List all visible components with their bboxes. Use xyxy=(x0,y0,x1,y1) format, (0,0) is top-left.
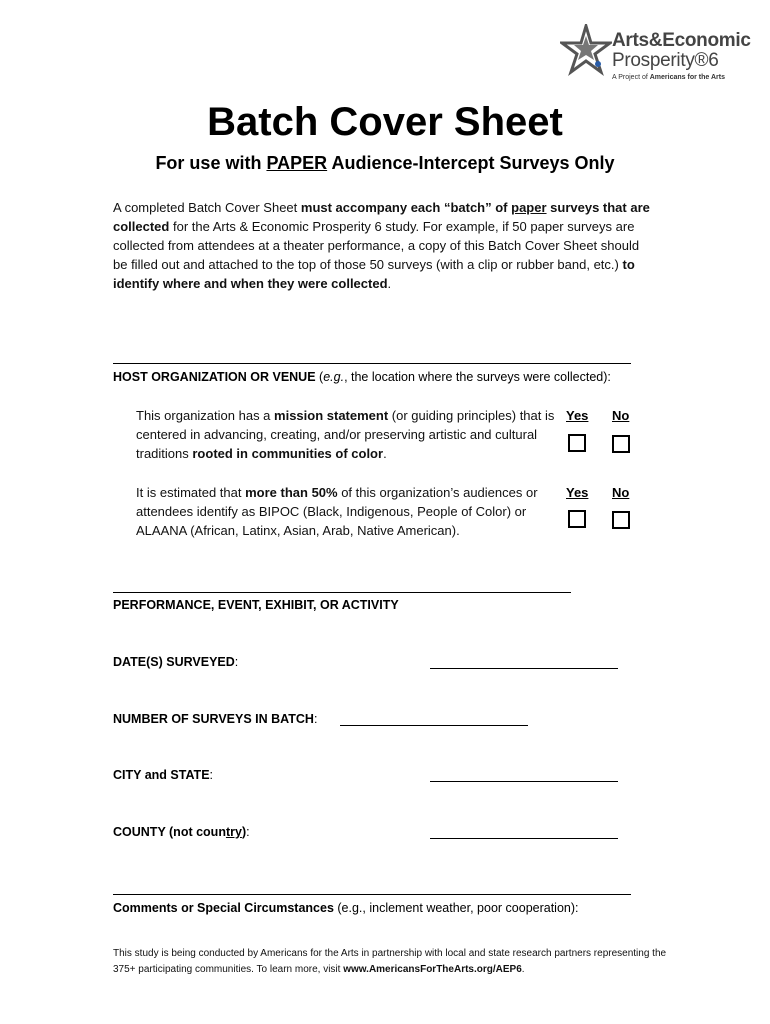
bipoc-yes-checkbox[interactable] xyxy=(568,510,586,528)
dates-label: DATE(S) SURVEYED: xyxy=(113,655,239,669)
host-organization-label: HOST ORGANIZATION OR VENUE (e.g., the location where the surveys were collected): xyxy=(113,370,611,384)
mission-yes-checkbox[interactable] xyxy=(568,434,586,452)
city-field[interactable] xyxy=(430,781,618,782)
county-label: COUNTY (not country): xyxy=(113,825,250,839)
bipoc-no-checkbox[interactable] xyxy=(612,511,630,529)
star-icon xyxy=(560,24,612,76)
mission-no-label: No xyxy=(612,408,630,423)
mission-no-checkbox[interactable] xyxy=(612,435,630,453)
footer-link[interactable]: www.AmericansForTheArts.org/AEP6 xyxy=(343,964,522,975)
county-field[interactable] xyxy=(430,838,618,839)
logo-line-2: Prosperity®6 xyxy=(612,50,719,71)
mission-question: This organization has a mission statement (or guiding principles) that is centered in advancing, creating, and/or preserving artistic and cultural traditions rooted in communities of color. xyxy=(136,408,555,461)
intro-paragraph: A completed Batch Cover Sheet must accompany each “batch” of paper surveys that are collected for the Arts & Economic Prosperity 6 study. For example, if 50 paper surveys are collected from attendees at a theater performance, a copy of this Batch Cover Sheet should be filled out and attached to the top of those 50 surveys (with a clip or rubber band, etc.) to identify where and when they were collected. xyxy=(113,200,650,291)
footer-note: This study is being conducted by Americans for the Arts in partnership with local and state research partners representing the 375+ participating communities. To learn more, visit www.AmericansForTheArts.org/AEP6. xyxy=(113,948,667,975)
bipoc-yes-label: Yes xyxy=(566,485,589,500)
bipoc-no-label: No xyxy=(612,485,630,500)
dates-field[interactable] xyxy=(430,668,618,669)
number-field[interactable] xyxy=(340,725,528,726)
mission-yes-label: Yes xyxy=(566,408,589,423)
bipoc-question: It is estimated that more than 50% of this organization’s audiences or attendees identify as BIPOC (Black, Indigenous, People of Color) or ALAANA (African, Latinx, Asian, Arab, Native American). xyxy=(136,485,538,538)
performance-line[interactable] xyxy=(113,592,571,593)
city-label: CITY and STATE: xyxy=(113,768,214,782)
page-title: Batch Cover Sheet xyxy=(207,100,563,144)
performance-label: PERFORMANCE, EVENT, EXHIBIT, OR ACTIVITY xyxy=(113,598,399,612)
number-label: NUMBER OF SURVEYS IN BATCH: xyxy=(113,712,318,726)
comments-line[interactable] xyxy=(113,894,631,895)
host-organization-line[interactable] xyxy=(113,363,631,364)
logo-line-1: Arts&Economic xyxy=(612,30,751,51)
comments-label: Comments or Special Circumstances (e.g., inclement weather, poor cooperation): xyxy=(113,901,579,915)
logo-subtitle: A Project of Americans for the Arts xyxy=(612,74,725,81)
aep6-logo xyxy=(560,22,750,86)
page-subtitle: For use with PAPER Audience-Intercept Surveys Only xyxy=(155,153,615,173)
